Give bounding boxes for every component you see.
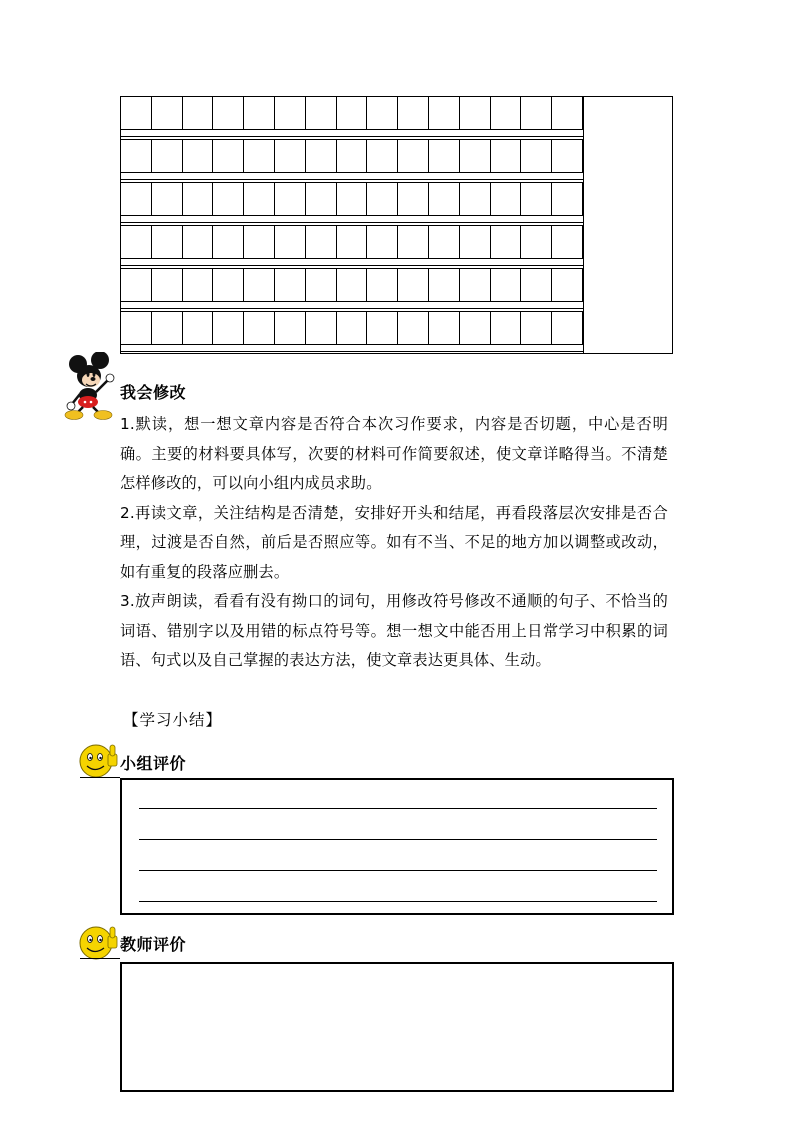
grid-cell[interactable] xyxy=(306,97,337,129)
grid-cell[interactable] xyxy=(367,97,398,129)
grid-cell[interactable] xyxy=(460,183,491,215)
grid-cell[interactable] xyxy=(152,97,183,129)
grid-cell[interactable] xyxy=(521,269,552,301)
grid-cell[interactable] xyxy=(275,183,306,215)
grid-rule xyxy=(121,308,583,309)
grid-cell[interactable] xyxy=(244,312,275,344)
grid-rule xyxy=(121,311,583,312)
grid-cell[interactable] xyxy=(429,97,460,129)
grid-rule xyxy=(121,136,583,137)
grid-cell[interactable] xyxy=(121,312,152,344)
revise-instructions xyxy=(120,410,668,676)
grid-cell[interactable] xyxy=(183,269,214,301)
grid-cell[interactable] xyxy=(244,269,275,301)
grid-cell[interactable] xyxy=(183,140,214,172)
grid-cell[interactable] xyxy=(183,226,214,258)
grid-cell[interactable] xyxy=(367,140,398,172)
grid-cell[interactable] xyxy=(521,226,552,258)
grid-cell[interactable] xyxy=(367,269,398,301)
grid-rule xyxy=(121,225,583,226)
revise-step-2: 2.再读文章，关注结构是否清楚，安排好开头和结尾，再看段落层次安排是否合理，过渡是否自然，前后是否照应等。如有不当、不足的地方加以调整或改动，如有重复的段落应删去。 xyxy=(120,503,668,581)
grid-row xyxy=(121,183,583,215)
mickey-mouse-icon xyxy=(60,352,122,420)
grid-cell[interactable] xyxy=(244,97,275,129)
grid-cell[interactable] xyxy=(367,183,398,215)
grid-cell[interactable] xyxy=(275,312,306,344)
grid-cell[interactable] xyxy=(244,140,275,172)
grid-cell[interactable] xyxy=(306,226,337,258)
grid-cell[interactable] xyxy=(337,140,368,172)
grid-cell[interactable] xyxy=(398,312,429,344)
writing-line xyxy=(139,870,657,871)
grid-cell[interactable] xyxy=(213,226,244,258)
grid-rule xyxy=(121,268,583,269)
grid-cell[interactable] xyxy=(152,226,183,258)
grid-cell[interactable] xyxy=(398,269,429,301)
group-eval-box[interactable] xyxy=(120,778,674,915)
grid-cell[interactable] xyxy=(367,226,398,258)
grid-cell[interactable] xyxy=(552,140,583,172)
revise-step-1: 1.默读，想一想文章内容是否符合本次习作要求，内容是否切题，中心是否明确。主要的材料要具体写，次要的材料可作简要叙述，使文章详略得当。不清楚怎样修改的，可以向小组内成员求助。 xyxy=(120,415,668,492)
revise-title: 我会修改 xyxy=(120,383,187,402)
grid-cell[interactable] xyxy=(521,183,552,215)
grid-cell[interactable] xyxy=(337,312,368,344)
thumbs-up-smiley-icon xyxy=(78,922,120,962)
grid-row xyxy=(121,97,583,129)
grid-cell[interactable] xyxy=(306,312,337,344)
grid-cell[interactable] xyxy=(460,312,491,344)
icon-underline xyxy=(80,958,120,959)
grid-rule xyxy=(121,258,583,259)
revise-step-3: 3.放声朗读，看看有没有拗口的词句，用修改符号修改不通顺的句子、不恰当的词语、错别字以及用错的标点符号等。想一想文中能否用上日常学习中积累的词语、句式以及自己掌握的表达方法，使文章表达更具体、生动。 xyxy=(120,592,668,669)
grid-cell[interactable] xyxy=(521,140,552,172)
grid-cell[interactable] xyxy=(121,269,152,301)
grid-cell[interactable] xyxy=(460,226,491,258)
teacher-eval-box[interactable] xyxy=(120,962,674,1092)
grid-cell[interactable] xyxy=(552,97,583,129)
grid-cell[interactable] xyxy=(367,312,398,344)
grid-cell[interactable] xyxy=(213,140,244,172)
writing-line xyxy=(139,808,657,809)
grid-cell[interactable] xyxy=(337,269,368,301)
writing-line xyxy=(139,839,657,840)
grid-rule xyxy=(121,301,583,302)
grid-row xyxy=(121,226,583,258)
grid-cell[interactable] xyxy=(337,226,368,258)
grid-cell[interactable] xyxy=(152,140,183,172)
grid-cell[interactable] xyxy=(491,97,522,129)
grid-cell[interactable] xyxy=(275,140,306,172)
grid-rule xyxy=(121,265,583,266)
grid-cell[interactable] xyxy=(213,312,244,344)
grid-cell[interactable] xyxy=(460,140,491,172)
grid-cell[interactable] xyxy=(552,269,583,301)
grid-cell[interactable] xyxy=(552,183,583,215)
grid-cell[interactable] xyxy=(521,97,552,129)
grid-cell[interactable] xyxy=(429,140,460,172)
group-eval-title: 小组评价 xyxy=(120,754,187,773)
grid-rule xyxy=(121,129,583,130)
grid-cell[interactable] xyxy=(121,226,152,258)
grid-cell[interactable] xyxy=(152,312,183,344)
grid-cell[interactable] xyxy=(337,97,368,129)
grid-rule xyxy=(121,139,583,140)
thumbs-up-smiley-icon xyxy=(78,740,120,780)
grid-cell[interactable] xyxy=(491,183,522,215)
grid-cell[interactable] xyxy=(213,97,244,129)
grid-cell[interactable] xyxy=(460,269,491,301)
grid-cell[interactable] xyxy=(244,183,275,215)
grid-cell[interactable] xyxy=(275,226,306,258)
grid-cell[interactable] xyxy=(337,183,368,215)
grid-cell[interactable] xyxy=(306,183,337,215)
grid-row xyxy=(121,312,583,344)
grid-cell[interactable] xyxy=(152,269,183,301)
grid-cell[interactable] xyxy=(398,140,429,172)
grid-rule xyxy=(121,179,583,180)
writing-grid xyxy=(120,96,673,354)
grid-cell[interactable] xyxy=(552,226,583,258)
grid-rule xyxy=(121,222,583,223)
grid-cell[interactable] xyxy=(121,183,152,215)
grid-cell[interactable] xyxy=(121,97,152,129)
grid-cell[interactable] xyxy=(491,226,522,258)
grid-cell[interactable] xyxy=(306,269,337,301)
grid-cell[interactable] xyxy=(275,269,306,301)
grid-cell[interactable] xyxy=(491,140,522,172)
summary-title: 【学习小结】 xyxy=(123,711,223,729)
grid-cell[interactable] xyxy=(152,183,183,215)
grid-margin-divider xyxy=(583,97,584,353)
grid-cell[interactable] xyxy=(306,140,337,172)
grid-rule xyxy=(121,182,583,183)
grid-cell[interactable] xyxy=(429,226,460,258)
grid-rule xyxy=(121,344,583,345)
grid-cell[interactable] xyxy=(491,269,522,301)
grid-cell[interactable] xyxy=(275,97,306,129)
grid-cell[interactable] xyxy=(460,97,491,129)
grid-cell[interactable] xyxy=(183,183,214,215)
grid-cell[interactable] xyxy=(244,226,275,258)
grid-cell[interactable] xyxy=(183,97,214,129)
grid-rule xyxy=(121,215,583,216)
grid-cell[interactable] xyxy=(429,312,460,344)
grid-cell[interactable] xyxy=(183,312,214,344)
icon-underline xyxy=(80,777,120,778)
grid-cell[interactable] xyxy=(398,183,429,215)
grid-cell[interactable] xyxy=(521,312,552,344)
teacher-eval-title: 教师评价 xyxy=(120,935,187,954)
grid-row xyxy=(121,269,583,301)
grid-cell[interactable] xyxy=(398,226,429,258)
grid-cell[interactable] xyxy=(429,269,460,301)
grid-rule xyxy=(121,351,583,352)
grid-row xyxy=(121,140,583,172)
grid-cell[interactable] xyxy=(213,269,244,301)
grid-cell[interactable] xyxy=(552,312,583,344)
grid-cell[interactable] xyxy=(213,183,244,215)
grid-cell[interactable] xyxy=(429,183,460,215)
grid-rule xyxy=(121,172,583,173)
grid-cell[interactable] xyxy=(398,97,429,129)
writing-line xyxy=(139,901,657,902)
grid-cell[interactable] xyxy=(491,312,522,344)
grid-cell[interactable] xyxy=(121,140,152,172)
